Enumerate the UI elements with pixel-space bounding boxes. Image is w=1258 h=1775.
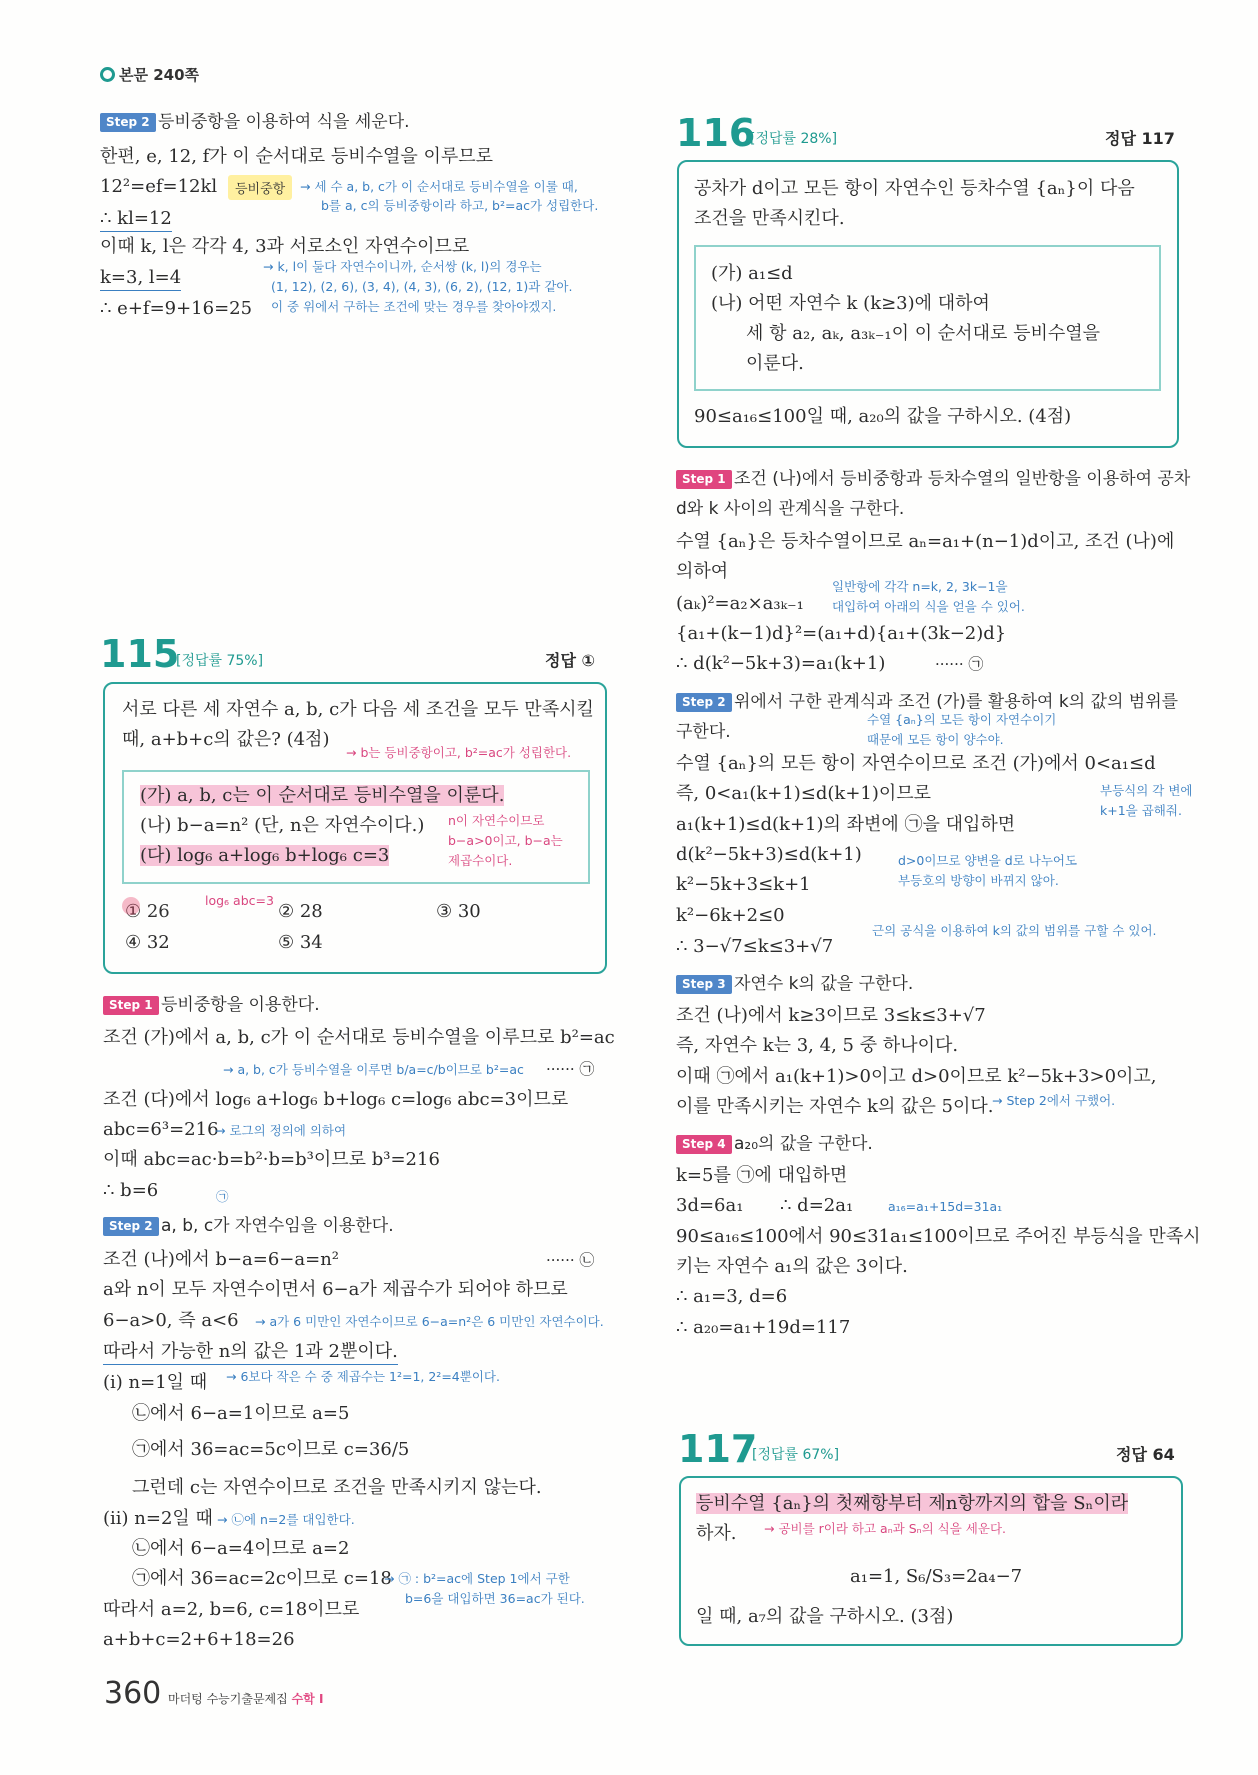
step-badge: Step 1 <box>103 996 159 1015</box>
annotation: n이 자연수이므로 <box>448 813 545 828</box>
option: ④ 32 <box>125 932 170 953</box>
text-line: ∴ kl=12 <box>100 207 172 232</box>
annotation: b를 a, c의 등비중항이라 하고, b²=ac가 성립한다. <box>321 198 599 213</box>
text-line: ㉡에서 6−a=1이므로 a=5 <box>132 1403 350 1424</box>
text-line: 이때 abc=ac·b=b²·b=b³이므로 b³=216 <box>103 1149 440 1170</box>
question-line: 공차가 d이고 모든 항이 자연수인 등차수열 {aₙ}이 다음 <box>694 178 1135 199</box>
text-line: 따라서 가능한 n의 값은 1과 2뿐이다. <box>103 1340 398 1365</box>
highlight-tag: 등비중항 <box>228 175 292 200</box>
text-line: 조건 (다)에서 log₆ a+log₆ b+log₆ c=log₆ abc=3이므로 <box>103 1089 569 1110</box>
correct-rate: [정답률 75%] <box>176 653 264 669</box>
equation-mark: ㉠ <box>216 1189 229 1204</box>
annotation: 일반항에 각각 n=k, 2, 3k−1을 <box>832 579 1008 594</box>
question-line: 등비수열 {aₙ}의 첫째항부터 제n항까지의 합을 Sₙ이라 <box>696 1493 1129 1514</box>
condition-line: (다) log₆ a+log₆ b+log₆ c=3 <box>140 845 390 866</box>
correct-rate: [정답률 28%] <box>750 131 838 147</box>
text-line: 조건 (가)에서 a, b, c가 이 순서대로 등비수열을 이루므로 b²=ac <box>103 1027 615 1048</box>
text-line: ∴ 3−√7≤k≤3+√7 <box>676 936 834 957</box>
text-line: ㉡에서 6−a=4이므로 a=2 <box>132 1538 350 1559</box>
text-line: 12²=ef=12kl <box>100 176 218 197</box>
step-badge: Step 2 <box>676 693 732 712</box>
text-line: 수열 {aₙ}은 등차수열이므로 aₙ=a₁+(n−1)d이고, 조건 (나)에 <box>676 531 1175 552</box>
text-line: 따라서 a=2, b=6, c=18이므로 <box>103 1599 360 1620</box>
correct-rate: [정답률 67%] <box>752 1447 840 1463</box>
annotation: b−a>0이고, b−a는 <box>448 833 563 848</box>
annotation: → a가 6 미만인 자연수이므로 6−a=n²은 6 미만인 자연수이다. <box>255 1314 604 1329</box>
step-badge: Step 1 <box>676 470 732 489</box>
annotation: → 공비를 r이라 하고 aₙ과 Sₙ의 식을 세운다. <box>764 1521 1007 1536</box>
option: ③ 30 <box>436 901 481 922</box>
text-line: k=5를 ㉠에 대입하면 <box>676 1165 848 1186</box>
answer-label: 정답 64 <box>1116 1445 1175 1464</box>
check-mark-icon <box>122 897 140 915</box>
step-title: a, b, c가 자연수임을 이용한다. <box>161 1216 394 1236</box>
text-line: 한편, e, 12, f가 이 순서대로 등비수열을 이루므로 <box>100 146 494 167</box>
text-line: ∴ a₁=3, d=6 <box>676 1286 788 1307</box>
annotation: 부등호의 방향이 바뀌지 않아. <box>898 873 1059 888</box>
annotation: → k, l이 둘다 자연수이니까, 순서쌍 (k, l)의 경우는 <box>263 259 542 274</box>
annotation: → 로그의 정의에 의하여 <box>215 1123 347 1138</box>
text-line: a₁(k+1)≤d(k+1)의 좌변에 ㉠을 대입하면 <box>676 814 1016 835</box>
step-badge: Step 2 <box>103 1217 159 1236</box>
question-line: 일 때, a₇의 값을 구하시오. (3점) <box>696 1606 954 1627</box>
equation-mark: ······ ㉠ <box>935 655 984 673</box>
text-line: d(k²−5k+3)≤d(k+1) <box>676 844 862 865</box>
annotation: log₆ abc=3 <box>205 893 274 908</box>
text-line: 키는 자연수 a₁의 값은 3이다. <box>676 1256 908 1277</box>
condition-line: (나) 어떤 자연수 k (k≥3)에 대하여 <box>711 293 990 314</box>
text-line: 조건 (나)에서 k≥3이므로 3≤k≤3+√7 <box>676 1005 986 1026</box>
annotation: 대입하여 아래의 식을 얻을 수 있어. <box>832 599 1025 614</box>
text-line: (aₖ)²=a₂×a₃ₖ₋₁ <box>676 593 804 614</box>
condition-line: 이룬다. <box>746 353 804 374</box>
text-line: 수열 {aₙ}의 모든 항이 자연수이므로 조건 (가)에서 0<a₁≤d <box>676 753 1156 774</box>
text-line: (ⅱ) n=2일 때 <box>103 1508 213 1529</box>
text-line: abc=6³=216 <box>103 1119 219 1140</box>
text-line: 즉, 0<a₁(k+1)≤d(k+1)이므로 <box>676 783 932 804</box>
step-title: 조건 (나)에서 등비중항과 등차수열의 일반항을 이용하여 공차 <box>734 469 1191 489</box>
text-line: ∴ b=6 <box>103 1180 159 1201</box>
section-ref: 본문 240쪽 <box>100 64 199 85</box>
annotation: 이 중 위에서 구하는 조건에 맞는 경우를 찾아야겠지. <box>271 299 557 314</box>
annotation: → ㉠ : b²=ac에 Step 1에서 구한 <box>384 1571 570 1586</box>
question-line: 때, a+b+c의 값은? (4점) <box>122 729 330 750</box>
condition-line: (나) b−a=n² (단, n은 자연수이다.) <box>140 815 425 836</box>
condition-line: 세 항 a₂, aₖ, a₃ₖ₋₁이 이 순서대로 등비수열을 <box>746 323 1101 344</box>
step-title: 등비중항을 이용한다. <box>161 995 320 1015</box>
text-line: ㉠에서 36=ac=5c이므로 c=36/5 <box>132 1439 410 1460</box>
text-line: k²−6k+2≤0 <box>676 905 785 926</box>
annotation: a₁₆=a₁+15d=31a₁ <box>888 1199 1003 1214</box>
annotation: → 세 수 a, b, c가 이 순서대로 등비수열을 이룰 때, <box>300 179 578 194</box>
step-title: d와 k 사이의 관계식을 구한다. <box>676 499 905 519</box>
annotation: b=6을 대입하면 36=ac가 된다. <box>405 1591 585 1606</box>
condition-line: (가) a₁≤d <box>711 263 793 284</box>
text-line: k=3, l=4 <box>100 266 181 291</box>
text-line: ∴ d=2a₁ <box>780 1195 854 1216</box>
annotation: → Step 2에서 구했어. <box>992 1093 1116 1108</box>
annotation: → 6보다 작은 수 중 제곱수는 1²=1, 2²=4뿐이다. <box>226 1369 500 1384</box>
annotation: 제곱수이다. <box>448 853 513 868</box>
option: ① 26 <box>125 901 170 922</box>
problem-number: 116 <box>676 111 756 155</box>
text-line: 의하여 <box>676 561 729 582</box>
text-line: 이때 ㉠에서 a₁(k+1)>0이고 d>0이므로 k²−5k+3>0이고, <box>676 1066 1157 1087</box>
question-line: 하자. <box>696 1523 737 1544</box>
annotation: → a, b, c가 등비수열을 이루면 b/a=c/b이므로 b²=ac <box>223 1062 524 1077</box>
answer-label: 정답 ① <box>545 651 596 670</box>
equation-mark: ······ ㉠ <box>546 1060 595 1078</box>
text-line: {a₁+(k−1)d}²=(a₁+d){a₁+(3k−2)d} <box>676 623 1007 644</box>
text-line: 이를 만족시키는 자연수 k의 값은 5이다. <box>676 1096 994 1117</box>
problem-number: 117 <box>678 1427 758 1471</box>
text-line: ㉠에서 36=ac=2c이므로 c=18 <box>132 1568 392 1589</box>
text-line: 조건 (나)에서 b−a=6−a=n² <box>103 1249 340 1270</box>
option: ② 28 <box>278 901 323 922</box>
text-line: a+b+c=2+6+18=26 <box>103 1629 295 1650</box>
text-line: 그런데 c는 자연수이므로 조건을 만족시키지 않는다. <box>132 1477 542 1498</box>
annotation: k+1을 곱해줘. <box>1100 803 1182 818</box>
text-line: k²−5k+3≤k+1 <box>676 874 811 895</box>
annotation: 때문에 모든 항이 양수야. <box>867 732 1004 747</box>
question-line: 서로 다른 세 자연수 a, b, c가 다음 세 조건을 모두 만족시킬 <box>122 699 594 720</box>
text-line: (ⅰ) n=1일 때 <box>103 1372 208 1393</box>
book-title: 마더텅 수능기출문제집 수학 Ⅰ <box>168 1692 324 1706</box>
equation-mark: ······ ㉡ <box>546 1251 595 1269</box>
text-line: 6−a>0, 즉 a<6 <box>103 1310 239 1331</box>
text-line: ∴ d(k²−5k+3)=a₁(k+1) <box>676 653 886 674</box>
text-line: ∴ a₂₀=a₁+19d=117 <box>676 1317 851 1338</box>
annotation: (1, 12), (2, 6), (3, 4), (4, 3), (6, 2), (12, 1)과 같아. <box>271 279 573 294</box>
equation: a₁=1, S₆/S₃=2a₄−7 <box>850 1566 1023 1587</box>
step-badge: Step 2 <box>100 113 156 132</box>
step-title: 등비중항을 이용하여 식을 세운다. <box>158 112 410 132</box>
annotation: 부등식의 각 변에 <box>1100 783 1193 798</box>
annotation: → ㉡에 n=2를 대입한다. <box>217 1512 355 1527</box>
step-title: 위에서 구한 관계식과 조건 (가)를 활용하여 k의 값의 범위를 <box>734 692 1179 712</box>
step-title: a₂₀의 값을 구한다. <box>734 1134 873 1154</box>
condition-line: (가) a, b, c는 이 순서대로 등비수열을 이룬다. <box>140 785 505 806</box>
annotation: → b는 등비중항이고, b²=ac가 성립한다. <box>346 745 572 760</box>
annotation: d>0이므로 양변을 d로 나누어도 <box>898 853 1078 868</box>
annotation: 수열 {aₙ}의 모든 항이 자연수이기 <box>867 712 1057 727</box>
step-badge: Step 4 <box>676 1135 732 1154</box>
step-title: 구한다. <box>676 722 731 742</box>
step-badge: Step 3 <box>676 975 732 994</box>
text-line: a와 n이 모두 자연수이면서 6−a가 제곱수가 되어야 하므로 <box>103 1279 568 1300</box>
page-number: 360 <box>104 1676 162 1711</box>
text-line: 즉, 자연수 k는 3, 4, 5 중 하나이다. <box>676 1035 959 1056</box>
annotation: 근의 공식을 이용하여 k의 값의 범위를 구할 수 있어. <box>872 923 1157 938</box>
answer-label: 정답 117 <box>1105 129 1175 148</box>
text-line: ∴ e+f=9+16=25 <box>100 298 253 319</box>
text-line: 이때 k, l은 각각 4, 3과 서로소인 자연수이므로 <box>100 236 470 257</box>
problem-number: 115 <box>100 632 180 676</box>
step-title: 자연수 k의 값을 구한다. <box>734 974 914 994</box>
option: ⑤ 34 <box>278 932 323 953</box>
question-line: 조건을 만족시킨다. <box>694 208 845 229</box>
circle-icon <box>100 67 115 82</box>
text-line: 90≤a₁₆≤100에서 90≤31a₁≤100이므로 주어진 부등식을 만족시 <box>676 1226 1201 1247</box>
text-line: 3d=6a₁ <box>676 1195 744 1216</box>
question-line: 90≤a₁₆≤100일 때, a₂₀의 값을 구하시오. (4점) <box>694 406 1072 427</box>
